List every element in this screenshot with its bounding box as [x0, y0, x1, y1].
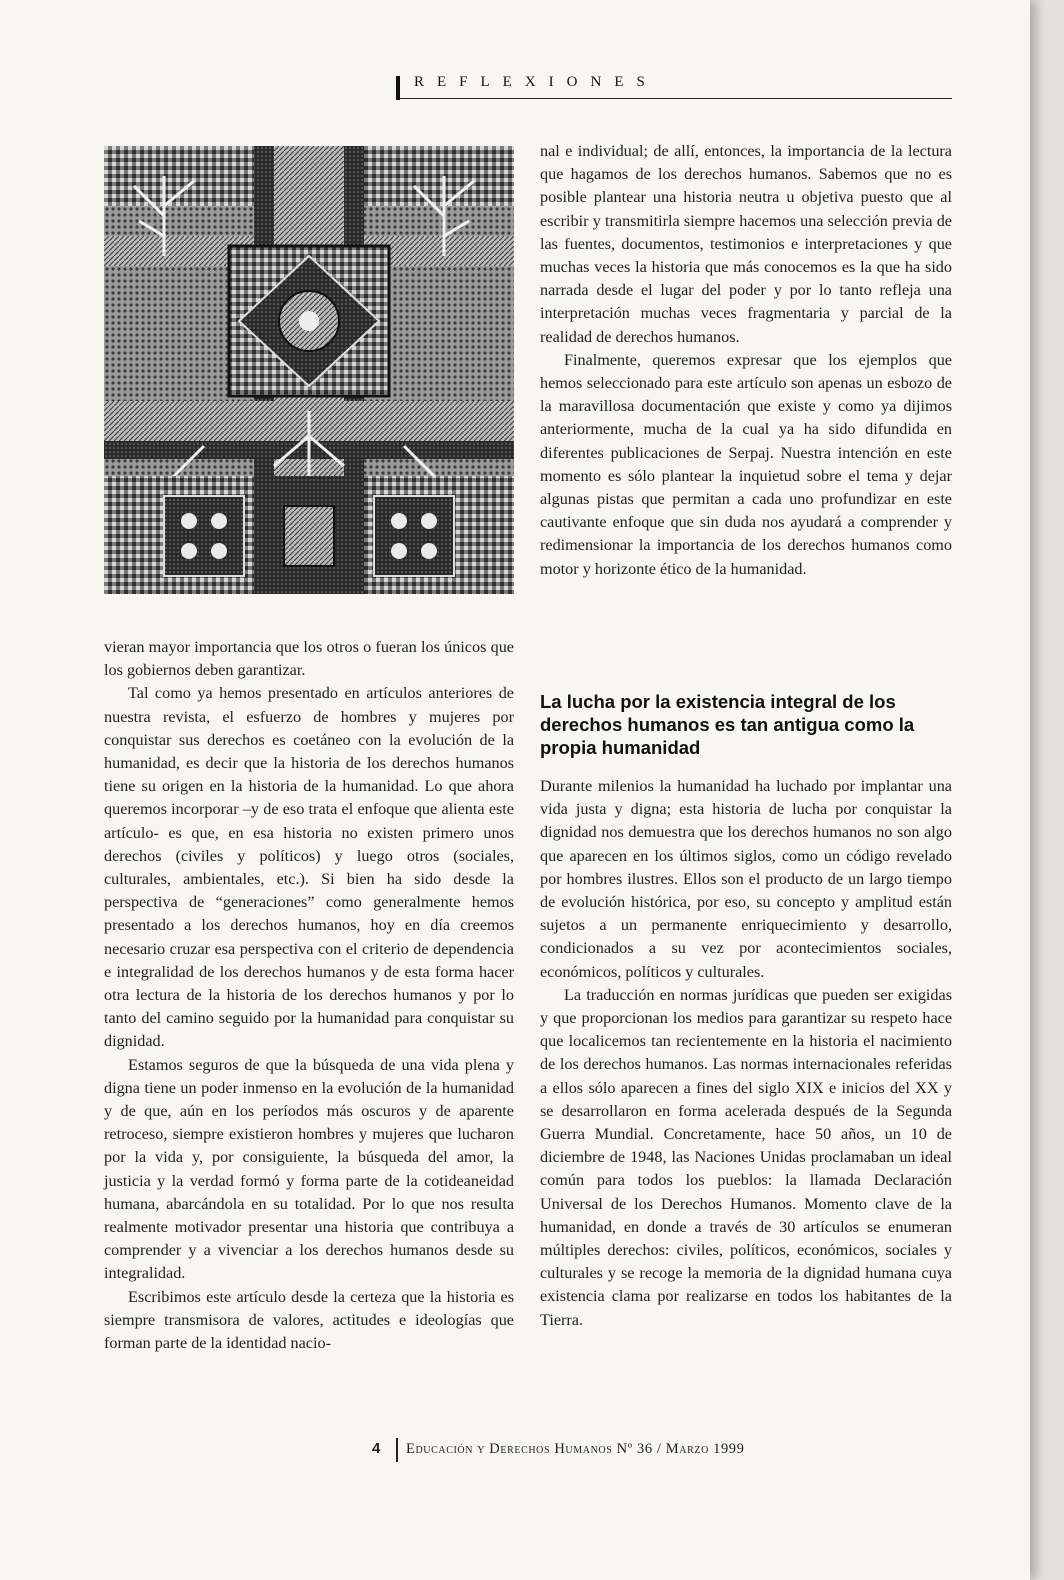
section-header — [396, 74, 952, 99]
section-subheading: La lucha por la existencia integral de los derechos humanos es tan antigua como la propia humanidad — [540, 691, 915, 758]
paragraph: Escribimos este artículo desde la certeza que la historia es siempre transmisora de valores, actitudes e ideologías que forman parte de la identidad nacio- — [104, 1287, 514, 1353]
paragraph: nal e individual; de allí, entonces, la importancia de la lectura que hagamos de los derechos humanos. Sabemos que no es posible plantear una historia neutra u objetiva puesto que al escribir y transmitirla siempre hacemos una selección previa de las fuentes, documentos, testimonios e interpretaciones y que muchas veces la historia que más conocemos es la que ha sido narrada desde el lugar del poder y por lo tanto refleja una interpretación muchas veces fragmentaria y parcial de la realidad de derechos humanos. — [540, 142, 952, 346]
paragraph: Finalmente, queremos expresar que los ejemplos que hemos seleccionado para este artículo son apenas un esbozo de la maravillosa documentación que existe y como ya dijimos anteriormente, mucha de la cual ya ha sido difundida en diferentes publicaciones de Serpaj. Nuestra intención en este momento es sólo plantear la inquietud sobre el tema y dejar algunas pistas que permitan a cada uno profundizar en este cautivante enfoque que sin duda nos ayudará a comprender y redimensionar la importancia de los derechos humanos como motor y horizonte ético de la humanidad. — [540, 350, 952, 578]
paragraph: Tal como ya hemos presentado en artículos anteriores de nuestra revista, el esfuerzo de hombres y mujeres por conquistar sus derechos es coetáneo con la evolución de la humanidad, es decir que la historia de los derechos humanos tiene su origen en la historia de la humanidad. Lo que ahora queremos incorporar –y de eso trata el enfoque que alienta este artículo- es que, en esa historia no existen primero unos derechos (civiles y políticos) y luego otros (sociales, culturales, ambientales, etc.). Si bien ha sido desde la perspectiva de “generaciones” como generalmente hemos presentado a los derechos humanos, hoy en día creemos necesario cruzar esa perspectiva con el criterio de dependencia e integralidad de los derechos humanos y de esta forma hacer otra lectura de la historia de los derechos humanos y por lo tanto del camino seguido por la humanidad para conquistar su dignidad. — [104, 684, 514, 1051]
header-bar — [396, 76, 400, 100]
page-number: 4 — [372, 1440, 381, 1457]
publication-info: Educación y Derechos Humanos Nº 36 / Marzo 1999 — [406, 1441, 745, 1457]
paragraph: La traducción en normas jurídicas que pueden ser exigidas y que proporcionan los medios para garantizar su respeto hace que localicemos tan recientemente en la historia el nacimiento de los derechos humanos. Las normas internacionales referidas a ellos sólo aparecen a fines del siglo XIX e inicios del XX y se desarrollaron en forma acelerada después de la Segunda Guerra Mundial. Concretamente, hace 50 años, un 10 de diciembre de 1948, las Naciones Unidas proclamaban un ideal común para todos los pueblos: la llamada Declaración Universal de los Derechos Humanos. Momento clave de la humanidad, en donde a través de 30 artículos se enumeran múltiples derechos: civiles, políticos, económicos, sociales y culturales y se recoge la memoria de la dignidad humana cuya existencia clama por realizarse en todos los habitantes de la Tierra. — [540, 985, 952, 1329]
carpet-pattern-illustration — [104, 146, 514, 594]
right-column-text — [540, 140, 952, 581]
paragraph: vieran mayor importancia que los otros o fueran los únicos que los gobiernos deben garantizar. — [104, 638, 514, 680]
paragraph: Estamos seguros de que la búsqueda de una vida plena y digna tiene un poder inmenso en la evolución de la humanidad y de que, aún en los períodos más oscuros y de aparente retroceso, siempre existieron hombres y mujeres que lucharon por la vida y, por consiguiente, la búsqueda del amor, la justicia y la verdad formó y forma parte de la cotideaneidad humana, abarcándola en su totalidad. Por lo que nos resulta realmente motivador presentar una historia que contribuya a comprender y a vivenciar a los derechos humanos desde su integralidad. — [104, 1055, 514, 1283]
paragraph: Durante milenios la humanidad ha luchado por implantar una vida justa y digna; esta historia de lucha por conquistar la dignidad nos demuestra que los derechos humanos no son algo que aparecen en los últimos siglos, como un código revelado por hombres ilustres. Ellos son el producto de un largo tiempo de evolución histórica, por eso, su concepto y amplitud están sujetos a un permanente enriquecimiento y desarrollo, condicionados a su vez por acontecimientos sociales, económicos, políticos y culturales. — [540, 777, 952, 981]
right-column-lower-text — [540, 775, 952, 1332]
left-column-text — [104, 636, 514, 1355]
section-title: REFLEXIONES — [414, 74, 658, 90]
page-footer — [372, 1438, 932, 1464]
footer-divider — [396, 1438, 398, 1462]
